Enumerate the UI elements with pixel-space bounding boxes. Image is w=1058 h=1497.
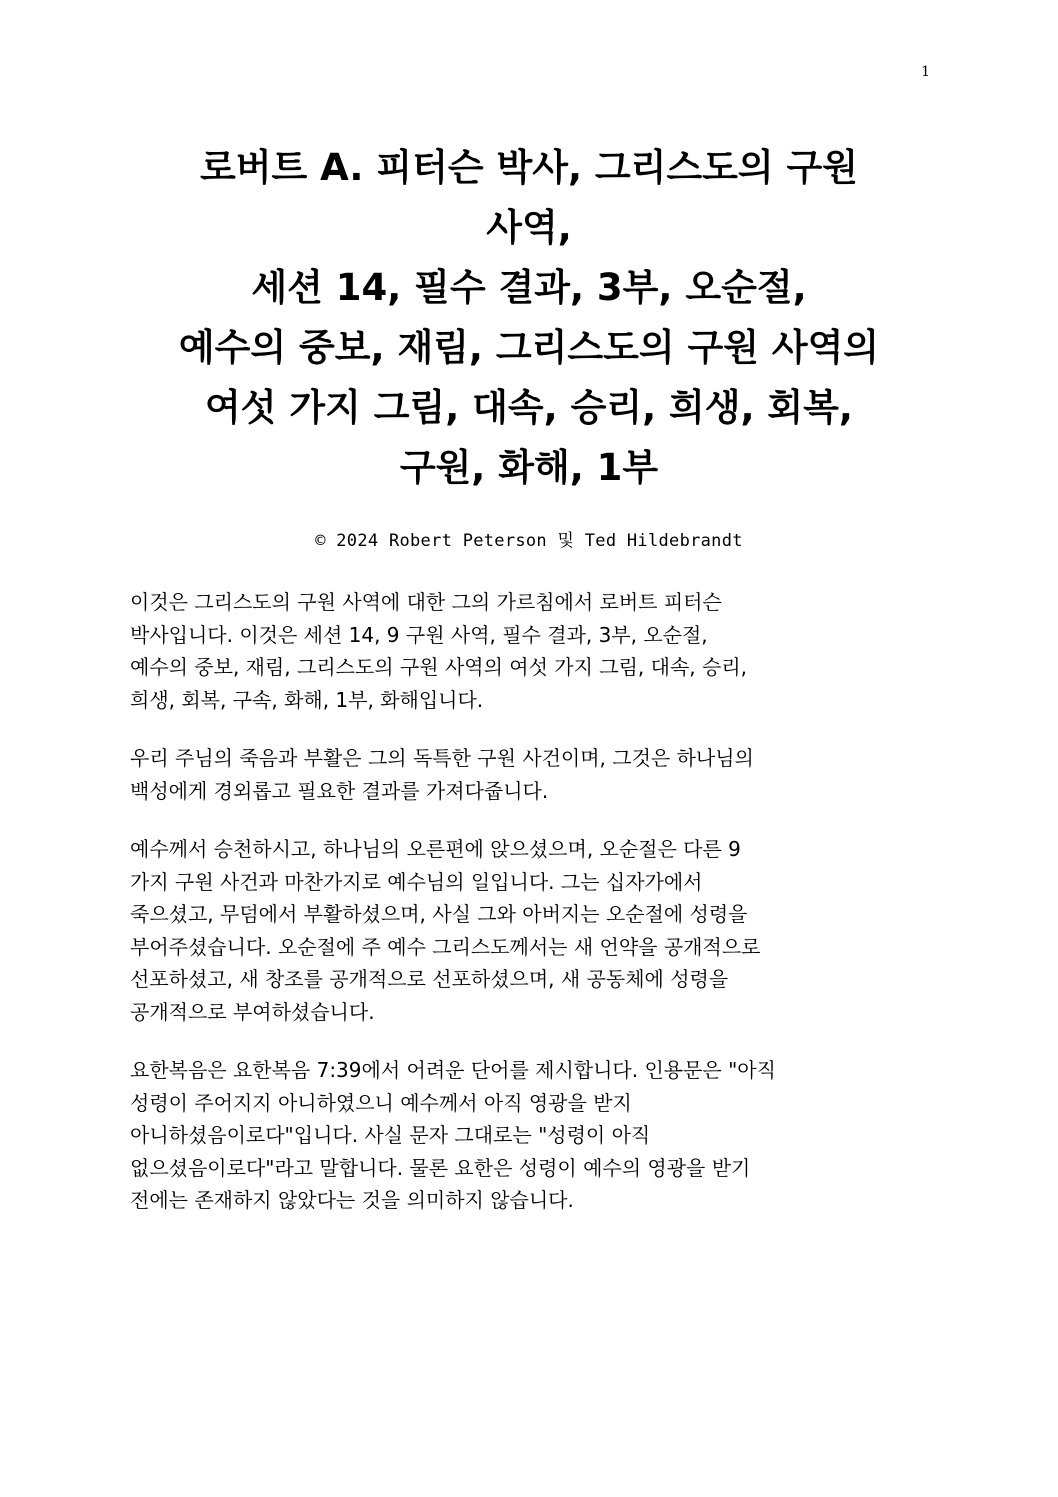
text-line: 아니하셨음이로다"입니다. 사실 문자 그대로는 "성령이 아직 <box>130 1123 651 1147</box>
text-line: 공개적으로 부여하셨습니다. <box>130 999 375 1024</box>
text-line: 예수의 중보, 재림, 그리스도의 구원 사역의 여섯 가지 그림, 대속, 승리, <box>130 655 748 679</box>
title-line: 세션 14, 필수 결과, 3부, 오순절, <box>251 266 807 309</box>
text-line: 예수께서 승천하시고, 하나님의 오른편에 앉으셨으며, 오순절은 다른 9 <box>130 837 741 861</box>
text-line: 희생, 회복, 구속, 화해, 1부, 화해입니다. <box>130 687 484 712</box>
title-line: 여섯 가지 그림, 대속, 승리, 희생, 회복, <box>205 386 853 429</box>
text-line: 백성에게 경외롭고 필요한 결과를 가져다줍니다. <box>130 778 549 803</box>
text-line: 없으셨음이로다"라고 말합니다. 물론 요한은 성령이 예수의 영광을 받기 <box>130 1155 751 1180</box>
text-line: 가지 구원 사건과 마찬가지로 예수님의 일입니다. 그는 십자가에서 <box>130 869 703 894</box>
body-text <box>130 586 930 1243</box>
paragraph-intro <box>130 586 930 716</box>
paragraph-john-gospel <box>130 1054 930 1217</box>
copyright-notice: © 2024 Robert Peterson 및 Ted Hildebrandt <box>315 531 743 551</box>
paragraph-pentecost <box>130 833 930 1028</box>
text-line: 부어주셨습니다. 오순절에 주 예수 그리스도께서는 새 언약을 공개적으로 <box>130 934 761 959</box>
text-line: 박사입니다. 이것은 세션 14, 9 구원 사역, 필수 결과, 3부, 오순절, <box>130 622 708 647</box>
text-line: 요한복음은 요한복음 7:39에서 어려운 단어를 제시합니다. 인용문은 "아직 <box>130 1058 776 1082</box>
page-number: 1 <box>921 64 930 80</box>
text-line: 이것은 그리스도의 구원 사역에 대한 그의 가르침에서 로버트 피터슨 <box>130 590 722 614</box>
title-line: 예수의 중보, 재림, 그리스도의 구원 사역의 <box>178 326 880 369</box>
text-line: 성령이 주어지지 아니하였으니 예수께서 아직 영광을 받지 <box>130 1090 632 1115</box>
text-line: 전에는 존재하지 않았다는 것을 의미하지 않습니다. <box>130 1188 574 1212</box>
paragraph-death-resurrection <box>130 742 930 807</box>
text-line: 우리 주님의 죽음과 부활은 그의 독특한 구원 사건이며, 그것은 하나님의 <box>130 746 754 770</box>
text-line: 죽으셨고, 무덤에서 부활하셨으며, 사실 그와 아버지는 오순절에 성령을 <box>130 902 748 926</box>
text-line: 선포하셨고, 새 창조를 공개적으로 선포하셨으며, 새 공동체에 성령을 <box>130 967 729 991</box>
title-line: 구원, 화해, 1부 <box>399 446 659 489</box>
title-line: 사역, <box>486 206 572 249</box>
document-title <box>100 138 958 498</box>
title-line: 로버트 A. 피터슨 박사, 그리스도의 구원 <box>200 146 858 189</box>
